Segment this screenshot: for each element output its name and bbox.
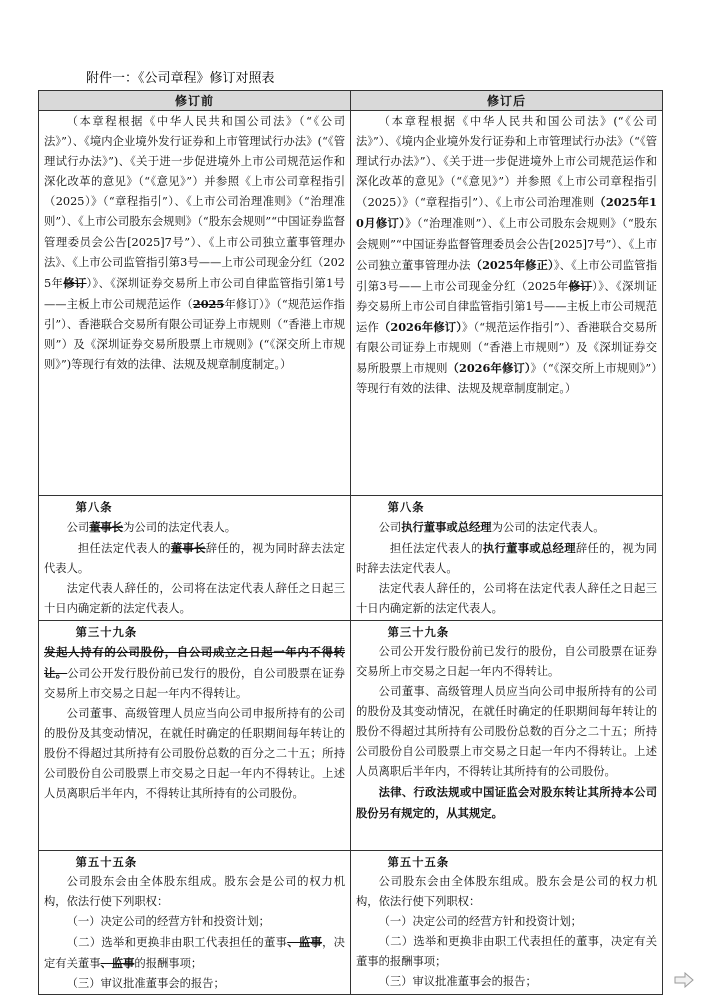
text-run: ，决定有关董事: [44, 935, 345, 971]
paragraph: [44, 538, 345, 579]
text-run: 公司: [66, 521, 90, 535]
list-item: （二）选举和更换非由职工代表担任的董事，决定有关董事的报酬事项；: [356, 934, 657, 969]
article-heading: 第三十九条: [387, 624, 450, 639]
added-text: （2026年修订）: [447, 361, 531, 376]
preamble-after: [356, 112, 657, 399]
deleted-text: 修订: [63, 275, 87, 290]
added-text: 执行董事或总经理: [482, 541, 576, 556]
text-run: 公司公开发行股份前已发行的股份，自公司股票在证券交易所上市交易之日起一年内不得转让。: [44, 666, 345, 700]
text-run: （本章程根据《中华人民共和国公司法》（“《公司法》”）、《境内企业境外发行证券和上市管理试行办法》(“《管理试行办法》”)、《关于进一步促进境外上市公司规范运作和深化改革的意见》（“《意见》”）并参照《上市公司章程指引（2025）》（“章程指引”）、《上市公司治理准则》（“治理准则”）、《上市公司股东会规则》（“股东会规则”“中国证券监督管理委员会公告[2025]7号”）、《上市公司独立董事管理办法》、《上市公司监管指引第3号——上市公司现金分红（2025年: [44, 115, 345, 290]
text-run: 》、《上市公司监管指引第3号——上市公司现金分红（2025年: [356, 258, 658, 293]
preamble-before: [44, 112, 345, 375]
text-run: 的报酬事项；: [134, 957, 203, 971]
text-run: 公司: [378, 521, 402, 535]
paragraph: 公司公开发行股份前已发行的股份，自公司股票在证券交易所上市交易之日起一年内不得转让。: [356, 644, 657, 678]
list-item: （三）审议批准董事会的报告；: [378, 975, 537, 989]
added-text: （2026年修订）: [378, 319, 463, 334]
paragraph: [44, 517, 345, 538]
paragraph: 法定代表人辞任的，公司将在法定代表人辞任之日起三十日内确定新的法定代表人。: [356, 582, 657, 616]
paragraph: 公司股东会由全体股东组成。股东会是公司的权力机构，依法行使下列职权：: [356, 874, 657, 908]
text-run: 》（“《深交所上市规则》”）等现行有效的法律、法规及规章制度制定。）: [356, 362, 657, 396]
table-row: [39, 111, 663, 496]
article-heading: 第八条: [75, 500, 113, 514]
row3-before-cell: [39, 620, 351, 850]
deleted-text: 修订: [568, 278, 593, 293]
paragraph: 公司董事、高级管理人员应当向公司申报所持有的公司的股份及其变动情况，在就任时确定的任职期间每年转让的股份不得超过其所持有公司股份总数的百分之二十五；所持公司股份自公司股票上市交易之日起一年内不得转让。上述人员离职后半年内，不得转让其所持有的公司股份。: [44, 706, 345, 801]
deleted-text: 发起人持有的公司股份，自公司成立之日起一年内不得转让。: [44, 644, 345, 680]
row3-after-cell: [351, 620, 663, 850]
list-item: [44, 932, 345, 974]
header-after: 修订后: [351, 91, 663, 111]
text-run: 担任法定代表人的: [389, 542, 483, 556]
text-run: 》（“规范运作指引”）、香港联合交易所有限公司证券上市规则（“香港上市规则”）及《深圳证券交易所股票上市规则: [356, 320, 657, 376]
paragraph: [356, 538, 657, 579]
text-run: 年修订）》（“规范运作指引”）、香港联合交易所有限公司证券上市规则（“香港上市规则”）及《深圳证券交易所股票上市规则》(“《深交所上市规则》”)等现行有效的法律、法规及规章制度制定。）: [44, 297, 345, 372]
text-run: 辞任的，视为同时辞去法定代表人。: [356, 542, 657, 576]
added-text: （2025年10月修订）: [356, 195, 658, 231]
list-item: （一）决定公司的经营方针和投资计划；: [378, 914, 582, 928]
table-row: [39, 850, 663, 995]
deleted-text: 董事长: [170, 541, 206, 556]
paragraph: 法定代表人辞任的，公司将在法定代表人辞任之日起三十日内确定新的法定代表人。: [44, 582, 345, 616]
paragraph: [356, 782, 657, 824]
deleted-text: 2025: [192, 296, 225, 311]
row1-after-cell: [351, 111, 663, 496]
list-item: （一）决定公司的经营方针和投资计划；: [66, 914, 270, 928]
paragraph: 公司董事、高级管理人员应当向公司申报所持有的公司的股份及其变动情况，在就任时确定的任职期间每年转让的股份不得超过其所持有公司股份总数的百分之二十五；所持公司股份自公司股票上市交易之日起一年内不得转让。上述人员离职后半年内，不得转让其所持有的公司股份。: [356, 684, 657, 779]
paragraph: 公司股东会由全体股东组成。股东会是公司的权力机构，依法行使下列职权：: [44, 874, 345, 908]
text-run: 》（“治理准则”）、《上市公司股东会规则》（“股东会规则”“中国证券监督管理委员会公告[2025]7号”）、《上市公司独立董事管理办法: [356, 217, 657, 272]
next-page-arrow-icon[interactable]: [674, 972, 694, 988]
article-heading: 第三十九条: [75, 624, 138, 639]
row4-before-cell: [39, 850, 351, 995]
article-heading: 第五十五条: [75, 854, 138, 869]
deleted-text: 、监事: [100, 956, 135, 971]
row4-after-cell: [351, 850, 663, 995]
text-run: 为公司的法定代表人。: [123, 521, 237, 535]
text-run: 担任法定代表人的: [77, 542, 171, 556]
document-title: 附件一：《公司章程》修订对照表: [86, 71, 275, 86]
article-heading: 第八条: [387, 500, 425, 514]
row1-before-cell: [39, 111, 351, 496]
table-header-row: [39, 91, 663, 111]
added-text: 法律、行政法规或中国证监会对股东转让其所持本公司股份另有规定的，从其规定。: [356, 785, 657, 821]
table-row: [39, 620, 663, 850]
article-heading: 第五十五条: [387, 854, 450, 869]
deleted-text: 董事长: [89, 520, 124, 535]
text-run: ）》、《深圳证券交易所上市公司自律监管指引第1号——主板上市公司规范运作: [356, 279, 657, 334]
paragraph: [44, 642, 345, 704]
paragraph: [356, 517, 657, 538]
row2-after-cell: [351, 496, 663, 621]
added-text: 执行董事或总经理: [401, 520, 492, 535]
deleted-text: 、监事: [287, 934, 323, 949]
text-run: ）》、《深圳证券交易所上市公司自律监管指引第1号——主板上市公司规范运作（: [44, 276, 345, 311]
revision-comparison-table: [38, 90, 663, 995]
text-run: （本章程根据《中华人民共和国公司法》(“《公司法》”）、《境内企业境外发行证券和上市管理试行办法》（“《管理试行办法》”）、《关于进一步促进境外上市公司规范运作和深化改革的意见》（“《意见》”）并参照《上市公司章程指引（2025）》（“章程指引”）、《上市公司治理准则: [356, 115, 657, 210]
text-run: （二）选举和更换非由职工代表担任的董事: [66, 935, 288, 949]
table-row: [39, 496, 663, 621]
text-run: 为公司的法定代表人。: [491, 521, 605, 535]
text-run: 辞任的，视为同时辞去法定代表人。: [44, 542, 345, 576]
row2-before-cell: [39, 496, 351, 621]
added-text: （2025年修正）: [470, 257, 554, 272]
header-before: 修订前: [39, 91, 351, 111]
list-item: （三）审议批准董事会的报告；: [66, 977, 225, 991]
